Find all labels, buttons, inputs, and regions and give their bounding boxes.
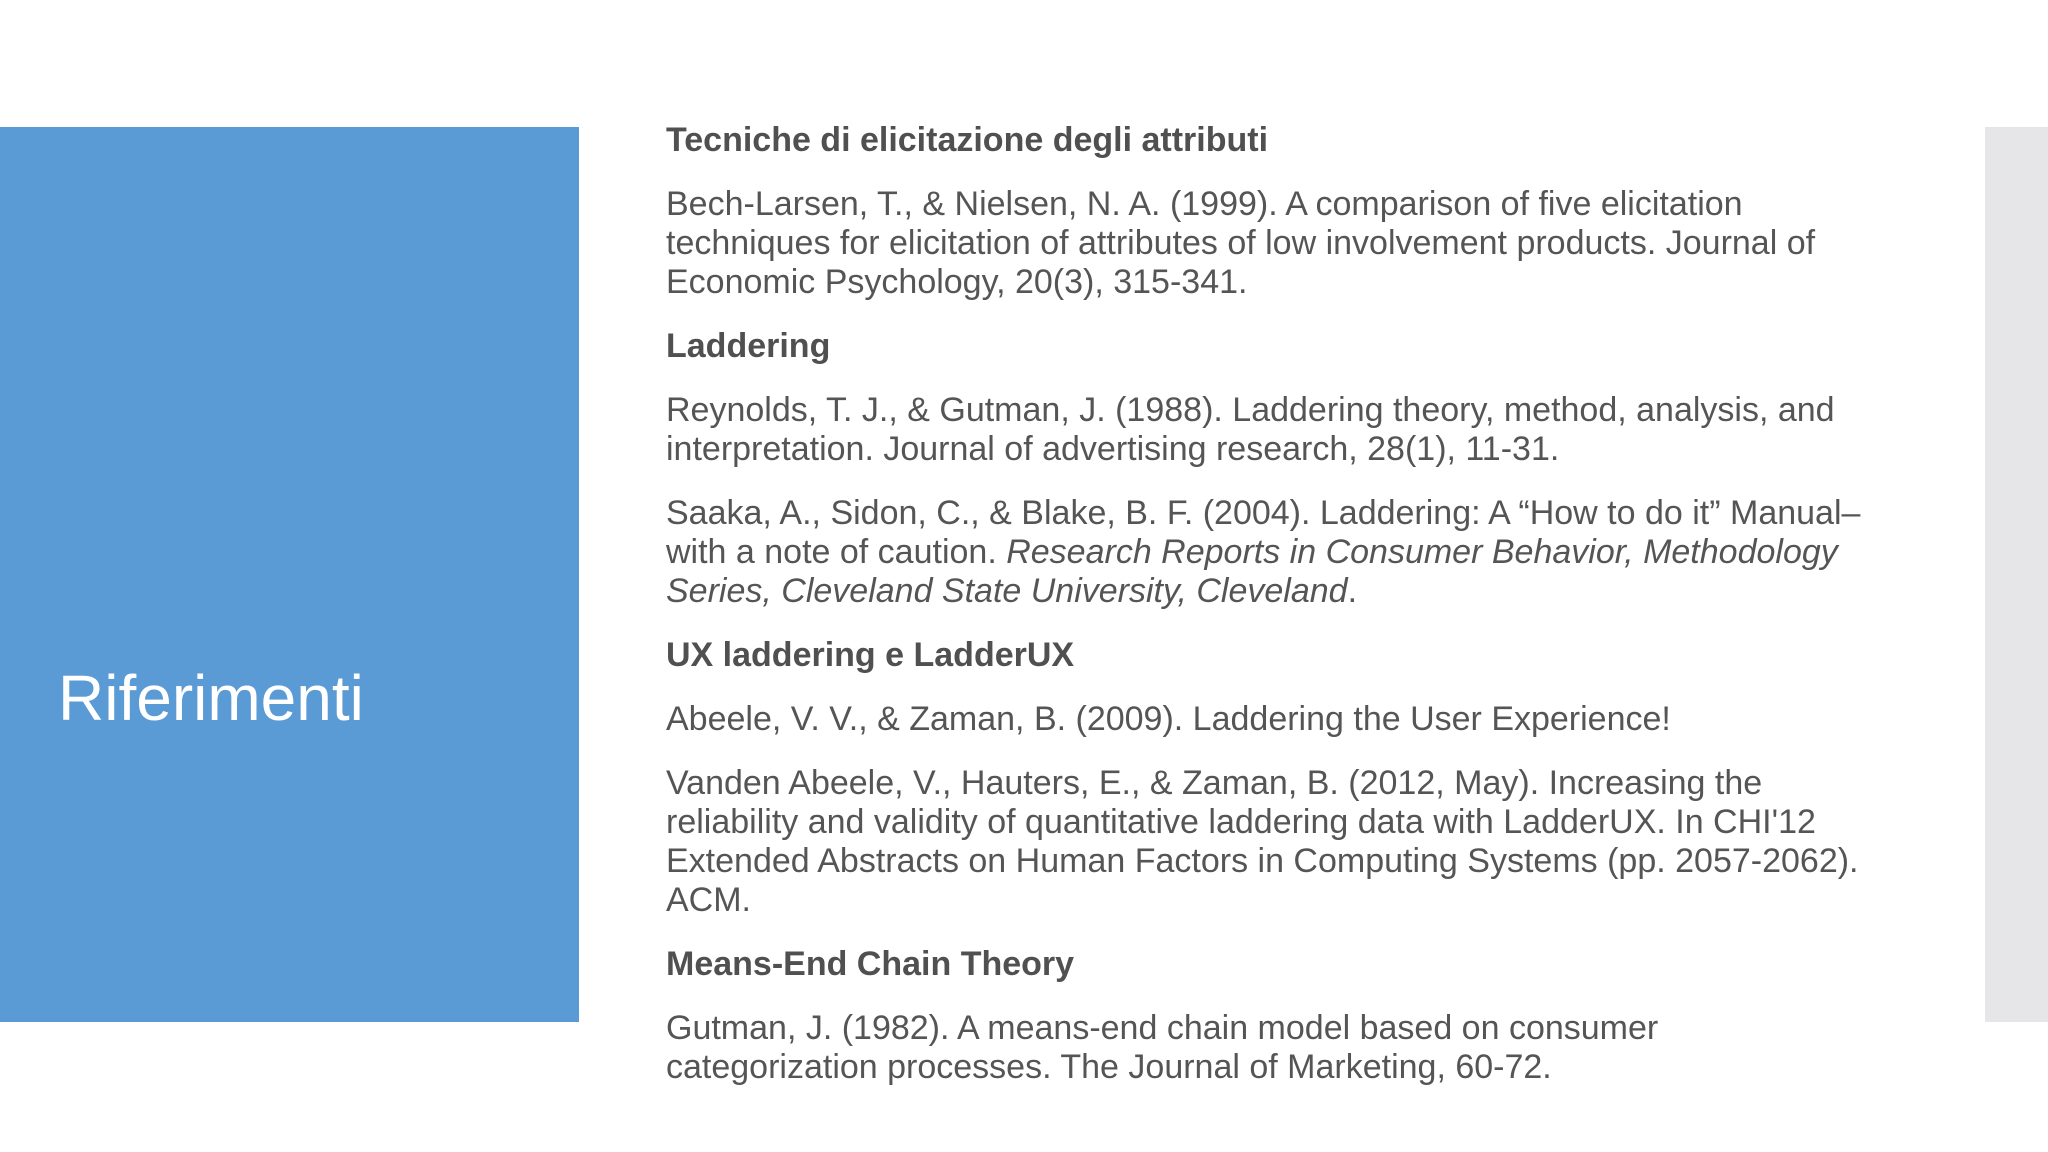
section-heading: Tecniche di elicitazione degli attributi <box>666 121 1269 159</box>
reference-item: Bech-Larsen, T., & Nielsen, N. A. (1999). A comparison of five elicitation techniques for elicitation of attributes of low involvement products. Journal of Economic Psychology, 20(3), 315-341. <box>666 185 1816 301</box>
section-heading: UX laddering e LadderUX <box>666 636 1075 674</box>
reference-item: Vanden Abeele, V., Hauters, E., & Zaman, B. (2012, May). Increasing the reliability and validity of quantitative laddering data with LadderUX. In CHI'12 Extended Abstracts on Human Factors in Computing Systems (pp. 2057-2062). ACM. <box>666 764 1859 919</box>
reference-tail: . <box>1347 572 1358 610</box>
side-accent-bar <box>1985 127 2048 1022</box>
reference-item <box>666 494 1866 611</box>
references-list <box>666 121 1866 1112</box>
title-panel <box>0 127 579 1022</box>
reference-item: Reynolds, T. J., & Gutman, J. (1988). Laddering theory, method, analysis, and interpretation. Journal of advertising research, 28(1), 11-31. <box>666 391 1835 468</box>
reference-item: Gutman, J. (1982). A means-end chain model based on consumer categorization processes. The Journal of Marketing, 60-72. <box>666 1009 1659 1086</box>
reference-italic-text: Research Reports in Consumer Behavior, Methodology Series, Cleveland State University, Cleveland <box>666 533 1838 610</box>
reference-item: Abeele, V. V., & Zaman, B. (2009). Laddering the User Experience! <box>666 700 1671 738</box>
reference-text: Saaka, A., Sidon, C., & Blake, B. F. (2004). Laddering: A “How to do it” Manual–with a note of caution. <box>666 494 1861 571</box>
section-heading: Means-End Chain Theory <box>666 945 1075 983</box>
slide-title: Riferimenti <box>58 662 364 734</box>
section-heading: Laddering <box>666 327 831 365</box>
